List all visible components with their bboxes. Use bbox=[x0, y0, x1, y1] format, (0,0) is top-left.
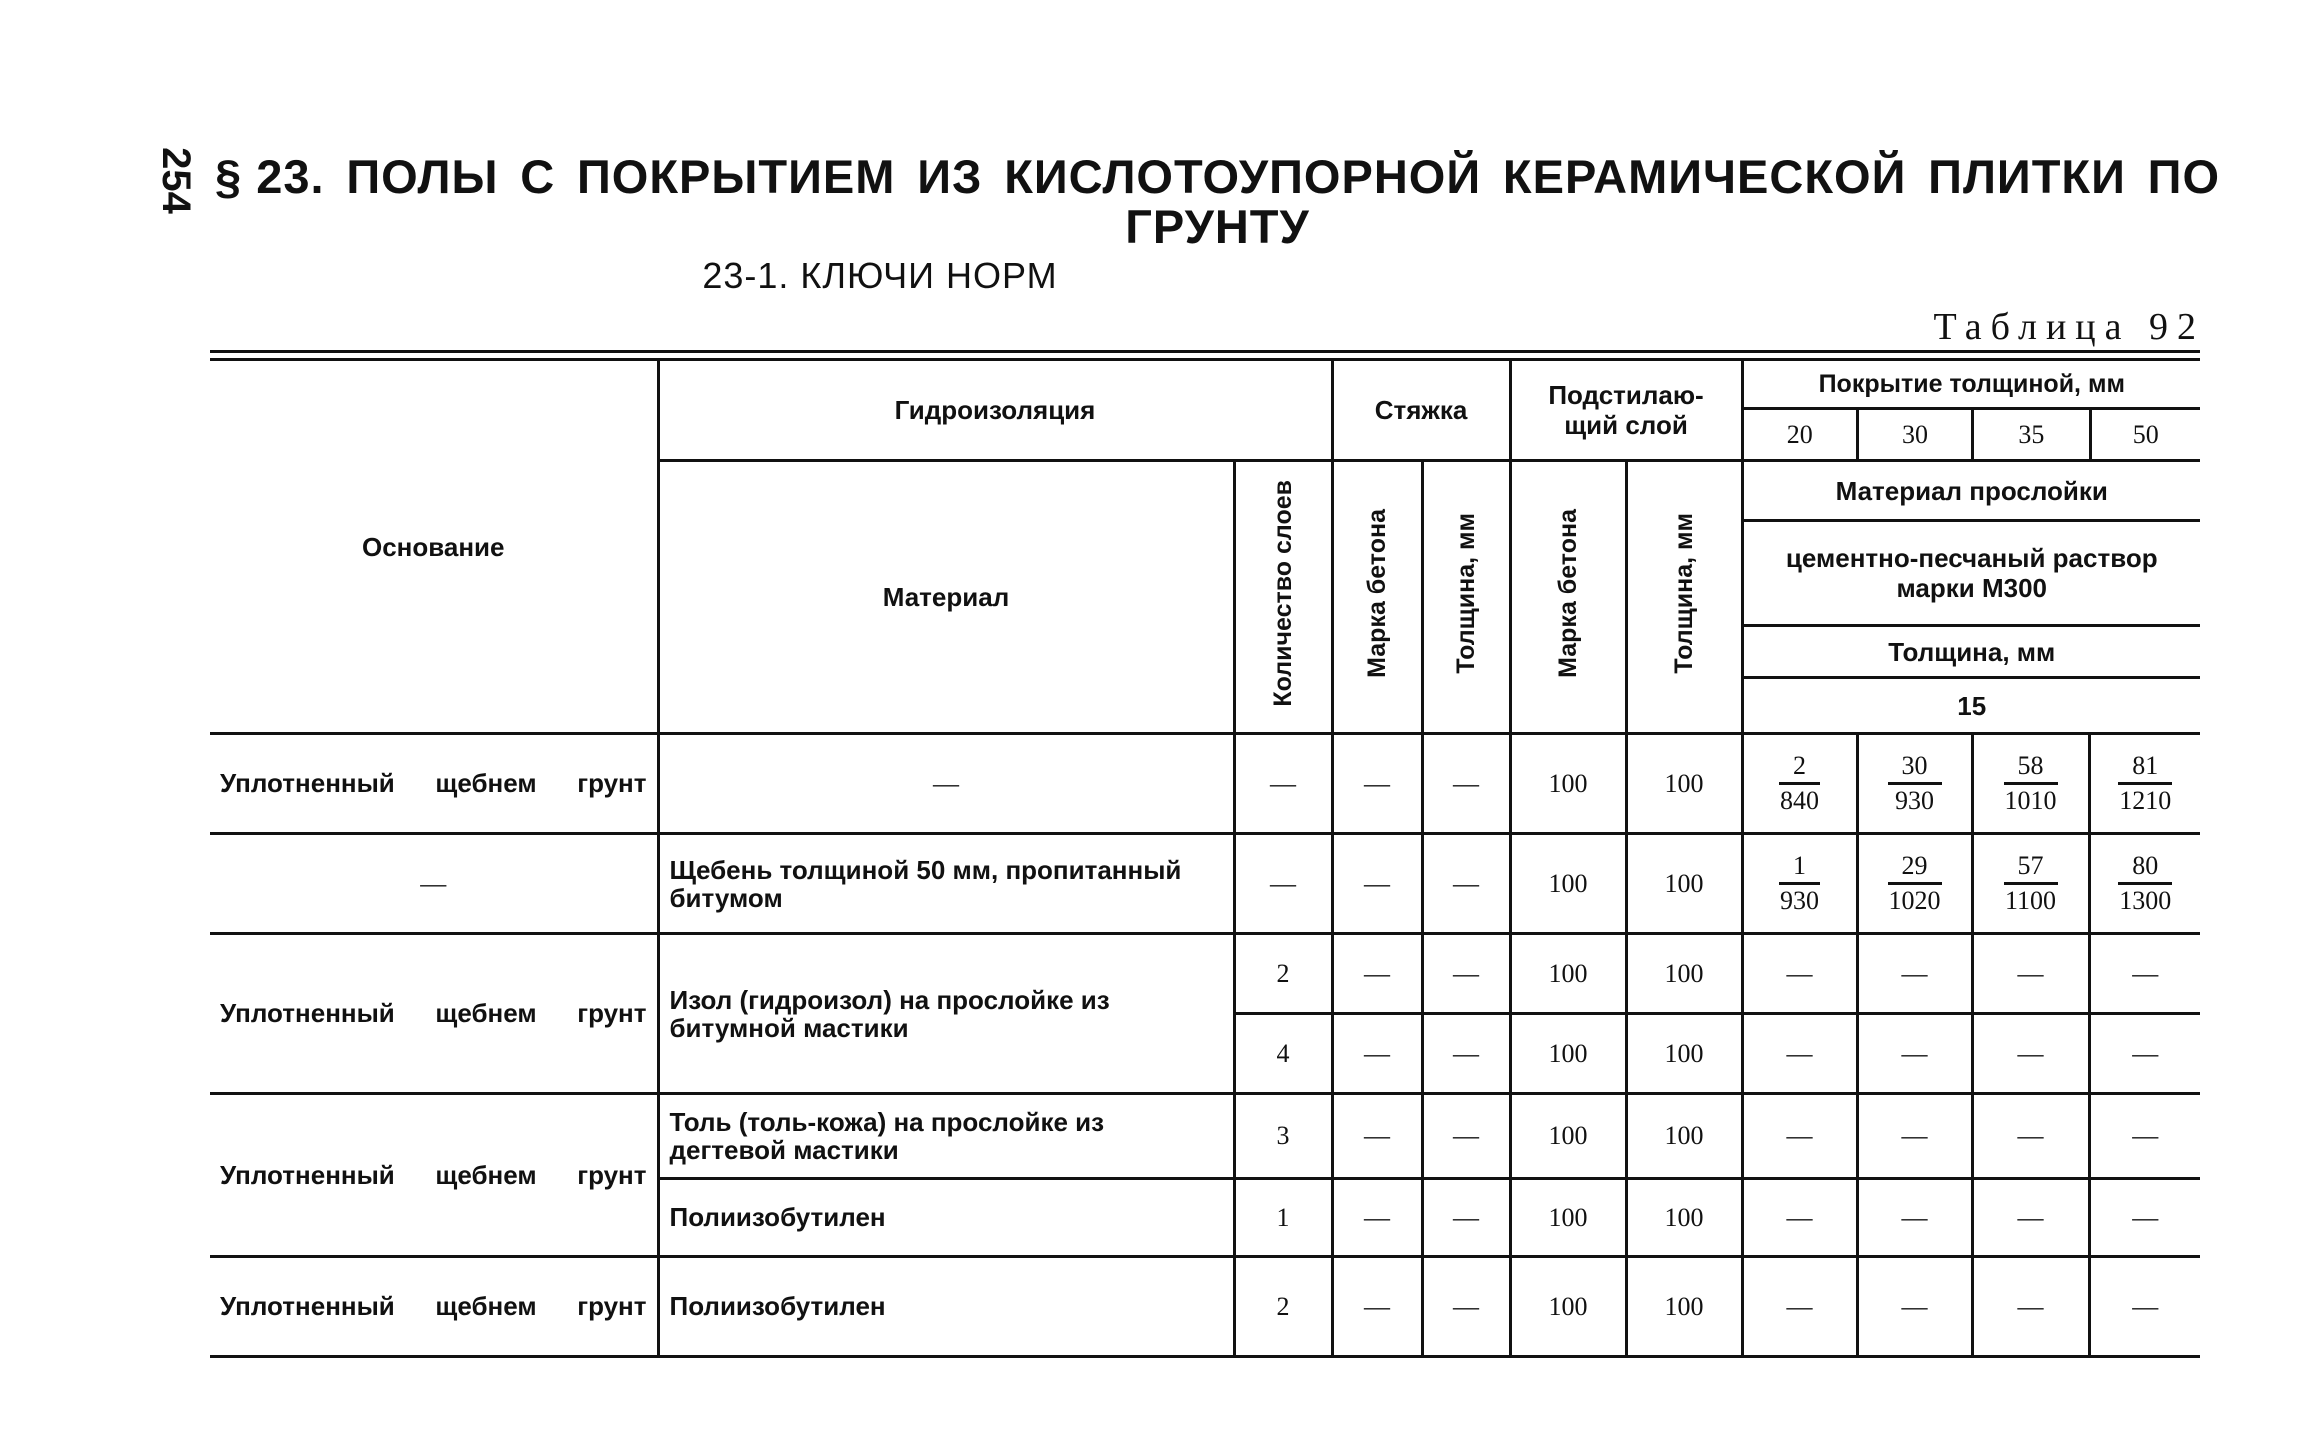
cell-underlay-grade: 100 bbox=[1510, 1179, 1626, 1257]
cell-coating: — bbox=[2089, 1014, 2200, 1094]
title-word: ПОКРЫТИЕМ bbox=[577, 150, 896, 203]
norms-table bbox=[210, 358, 2200, 1358]
cell-fraction: $\frac{57}{1100}$ bbox=[1972, 834, 2089, 934]
cell-fraction: $\frac{30}{930}$ bbox=[1857, 734, 1972, 834]
cell-underlay-grade: 100 bbox=[1510, 834, 1626, 934]
cell-screed-thickness: — bbox=[1422, 1257, 1510, 1357]
cell-coating: — bbox=[1857, 1014, 1972, 1094]
cell-screed-grade: — bbox=[1332, 1094, 1422, 1179]
cell-material: Щебень толщиной 50 мм, пропитанный битумом bbox=[658, 834, 1234, 934]
title-word: § 23. bbox=[215, 150, 325, 203]
cell-base: Уплотненный щебнем грунт bbox=[210, 1094, 658, 1257]
header-screed: Стяжка bbox=[1332, 360, 1510, 461]
header-screed-thickness: Толщина, мм bbox=[1422, 461, 1510, 734]
cell-fraction: $\frac{80}{1300}$ bbox=[2089, 834, 2200, 934]
title-word: КИСЛОТОУПОРНОЙ bbox=[1004, 150, 1482, 203]
cell-coating: — bbox=[2089, 934, 2200, 1014]
cell-material: Полиизобутилен bbox=[658, 1257, 1234, 1357]
table-number: Таблица 92 bbox=[1933, 306, 2205, 348]
cell-coating: — bbox=[1972, 1094, 2089, 1179]
cell-fraction: $\frac{81}{1210}$ bbox=[2089, 734, 2200, 834]
cell-screed-grade: — bbox=[1332, 1257, 1422, 1357]
cell-coating: — bbox=[2089, 1094, 2200, 1179]
cell-underlay-grade: 100 bbox=[1510, 1257, 1626, 1357]
cell-underlay-thickness: 100 bbox=[1626, 934, 1742, 1014]
cell-layers: 2 bbox=[1234, 934, 1332, 1014]
coating-thickness: 30 bbox=[1859, 410, 1974, 459]
table-top-rule bbox=[210, 350, 2200, 353]
cell-coating: — bbox=[2089, 1179, 2200, 1257]
table-row bbox=[210, 734, 2200, 834]
header-underlay-thickness: Толщина, мм bbox=[1626, 461, 1742, 734]
cell-coating: — bbox=[1857, 1179, 1972, 1257]
cell-material: Полиизобутилен bbox=[658, 1179, 1234, 1257]
header-underlay: Подстилаю-щий слой bbox=[1510, 360, 1742, 461]
cell-underlay-grade: 100 bbox=[1510, 934, 1626, 1014]
cell-base: — bbox=[210, 834, 658, 934]
cell-coating: — bbox=[1857, 934, 1972, 1014]
table-row bbox=[210, 834, 2200, 934]
cell-underlay-grade: 100 bbox=[1510, 734, 1626, 834]
title-word: ПЛИТКИ bbox=[1928, 150, 2126, 203]
cell-coating: — bbox=[1742, 1257, 1857, 1357]
title-word: С bbox=[520, 150, 556, 203]
cell-layers: 4 bbox=[1234, 1014, 1332, 1094]
title-word: ПОЛЫ bbox=[346, 150, 499, 203]
header-underlay-grade: Марка бетона bbox=[1510, 461, 1626, 734]
cell-screed-thickness: — bbox=[1422, 834, 1510, 934]
cell-coating: — bbox=[1972, 934, 2089, 1014]
cell-coating: — bbox=[1742, 1014, 1857, 1094]
cell-base: Уплотненный щебнем грунт bbox=[210, 1257, 658, 1357]
cell-coating: — bbox=[1742, 1179, 1857, 1257]
cell-underlay-thickness: 100 bbox=[1626, 734, 1742, 834]
section-title bbox=[215, 152, 2220, 252]
cell-material: — bbox=[658, 734, 1234, 834]
cell-base: Уплотненный щебнем грунт bbox=[210, 934, 658, 1094]
cell-screed-grade: — bbox=[1332, 734, 1422, 834]
table-row bbox=[210, 1094, 2200, 1179]
cell-material: Изол (гидроизол) на прослойке из битумной мастики bbox=[658, 934, 1234, 1094]
subtitle: 23-1. КЛЮЧИ НОРМ bbox=[702, 255, 1058, 296]
cell-layers: 1 bbox=[1234, 1179, 1332, 1257]
cell-underlay-thickness: 100 bbox=[1626, 1094, 1742, 1179]
cell-coating: — bbox=[1742, 934, 1857, 1014]
cell-layers: 3 bbox=[1234, 1094, 1332, 1179]
cell-base: Уплотненный щебнем грунт bbox=[210, 734, 658, 834]
cell-screed-thickness: — bbox=[1422, 934, 1510, 1014]
cell-material: Толь (толь-кожа) на прослойке из дегтевой мастики bbox=[658, 1094, 1234, 1179]
coating-thickness: 20 bbox=[1744, 410, 1859, 459]
header-screed-grade: Марка бетона bbox=[1332, 461, 1422, 734]
cell-layers: — bbox=[1234, 734, 1332, 834]
cell-underlay-thickness: 100 bbox=[1626, 1014, 1742, 1094]
cell-fraction: $\frac{58}{1010}$ bbox=[1972, 734, 2089, 834]
cell-underlay-grade: 100 bbox=[1510, 1094, 1626, 1179]
cell-screed-thickness: — bbox=[1422, 1179, 1510, 1257]
cell-coating: — bbox=[1857, 1257, 1972, 1357]
cell-screed-grade: — bbox=[1332, 934, 1422, 1014]
cell-coating: — bbox=[2089, 1257, 2200, 1357]
title-line-2: ГРУНТУ bbox=[1125, 200, 1310, 253]
title-word: КЕРАМИЧЕСКОЙ bbox=[1502, 150, 1907, 203]
header-interlayer-thickness: 15 bbox=[1742, 678, 2200, 734]
cell-fraction: $\frac{29}{1020}$ bbox=[1857, 834, 1972, 934]
cell-underlay-thickness: 100 bbox=[1626, 834, 1742, 934]
header-mortar: цементно-песчаный раствор марки М300 bbox=[1742, 521, 2200, 626]
cell-coating: — bbox=[1742, 1094, 1857, 1179]
cell-underlay-thickness: 100 bbox=[1626, 1257, 1742, 1357]
page-number: 254 bbox=[153, 146, 198, 214]
header-coating bbox=[1742, 360, 2200, 461]
header-thickness: Толщина, мм bbox=[1742, 626, 2200, 678]
table-row bbox=[210, 934, 2200, 1014]
cell-screed-thickness: — bbox=[1422, 1014, 1510, 1094]
cell-underlay-thickness: 100 bbox=[1626, 1179, 1742, 1257]
cell-coating: — bbox=[1972, 1014, 2089, 1094]
cell-screed-grade: — bbox=[1332, 834, 1422, 934]
cell-fraction: $\frac{1}{930}$ bbox=[1742, 834, 1857, 934]
cell-underlay-grade: 100 bbox=[1510, 1014, 1626, 1094]
cell-screed-thickness: — bbox=[1422, 734, 1510, 834]
table-row bbox=[210, 1257, 2200, 1357]
header-interlayer-material: Материал прослойки bbox=[1742, 461, 2200, 521]
coating-thickness: 50 bbox=[2132, 420, 2159, 449]
cell-layers: 2 bbox=[1234, 1257, 1332, 1357]
title-word: ПО bbox=[2147, 150, 2220, 203]
cell-coating: — bbox=[1857, 1094, 1972, 1179]
cell-screed-grade: — bbox=[1332, 1014, 1422, 1094]
cell-layers: — bbox=[1234, 834, 1332, 934]
header-layers: Количество слоев bbox=[1234, 461, 1332, 734]
cell-screed-grade: — bbox=[1332, 1179, 1422, 1257]
cell-coating: — bbox=[1972, 1257, 2089, 1357]
cell-screed-thickness: — bbox=[1422, 1094, 1510, 1179]
header-waterproofing: Гидроизоляция bbox=[658, 360, 1332, 461]
header-coating-label: Покрытие толщиной, мм bbox=[1744, 361, 2201, 410]
header-material: Материал bbox=[658, 461, 1234, 734]
cell-fraction: $\frac{2}{840}$ bbox=[1742, 734, 1857, 834]
header-base: Основание bbox=[210, 360, 658, 734]
cell-coating: — bbox=[1972, 1179, 2089, 1257]
title-word: ИЗ bbox=[917, 150, 983, 203]
coating-thickness: 35 bbox=[1974, 410, 2091, 459]
